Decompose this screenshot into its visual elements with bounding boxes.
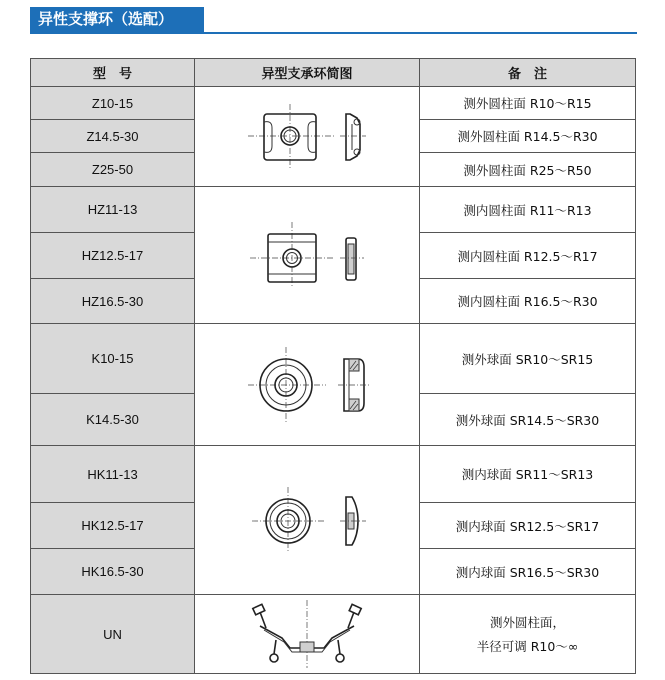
remark-cell: 测外球面 SR14.5～SR30 <box>420 394 636 446</box>
section-title: 异性支撑环（选配） <box>30 7 204 32</box>
diagram-cell <box>195 87 420 187</box>
table-row <box>31 595 636 674</box>
model-cell: HZ12.5-17 <box>31 233 195 279</box>
remark-cell: 测内圆柱面 R16.5～R30 <box>420 279 636 324</box>
table-row <box>31 446 636 503</box>
remark-cell <box>420 595 636 674</box>
model-cell: K10-15 <box>31 324 195 394</box>
remark-cell: 测内球面 SR11～SR13 <box>420 446 636 503</box>
column-header-model: 型 号 <box>31 59 195 87</box>
table-header-row <box>31 59 636 87</box>
model-cell: HK12.5-17 <box>31 503 195 549</box>
diagram-cell <box>195 324 420 446</box>
table-row <box>31 87 636 120</box>
table-row <box>31 187 636 233</box>
remark-cell: 测内球面 SR12.5～SR17 <box>420 503 636 549</box>
remark-cell: 测内圆柱面 R11～R13 <box>420 187 636 233</box>
remark-cell: 测外球面 SR10～SR15 <box>420 324 636 394</box>
model-cell: HK11-13 <box>31 446 195 503</box>
model-cell: UN <box>31 595 195 674</box>
outer-sphere-ring-icon <box>242 345 372 425</box>
model-cell: HK16.5-30 <box>31 549 195 595</box>
remark-cell: 测外圆柱面 R14.5～R30 <box>420 120 636 153</box>
model-cell: Z10-15 <box>31 87 195 120</box>
model-cell: Z25-50 <box>31 153 195 187</box>
diagram-cell <box>195 187 420 324</box>
title-divider <box>30 32 637 34</box>
outer-cylinder-ring-icon <box>242 102 372 172</box>
model-cell: K14.5-30 <box>31 394 195 446</box>
inner-sphere-ring-icon <box>242 485 372 555</box>
column-header-remarks: 备 注 <box>420 59 636 87</box>
diagram-cell <box>195 446 420 595</box>
diagram-cell <box>195 595 420 674</box>
remark-cell: 测内圆柱面 R12.5～R17 <box>420 233 636 279</box>
column-header-diagram: 异型支承环简图 <box>195 59 420 87</box>
model-cell: Z14.5-30 <box>31 120 195 153</box>
remark-cell: 测内球面 SR16.5～SR30 <box>420 549 636 595</box>
support-ring-table <box>30 58 636 674</box>
model-cell: HZ11-13 <box>31 187 195 233</box>
remark-line: 测外圆柱面， <box>489 615 565 630</box>
adjustable-support-icon <box>242 598 372 670</box>
remark-cell: 测外圆柱面 R25～R50 <box>420 153 636 187</box>
table-row <box>31 324 636 394</box>
remark-cell: 测外圆柱面 R10～R15 <box>420 87 636 120</box>
inner-cylinder-ring-icon <box>242 220 372 290</box>
remark-line: 半径可调 R10～∞ <box>476 639 579 654</box>
model-cell: HZ16.5-30 <box>31 279 195 324</box>
